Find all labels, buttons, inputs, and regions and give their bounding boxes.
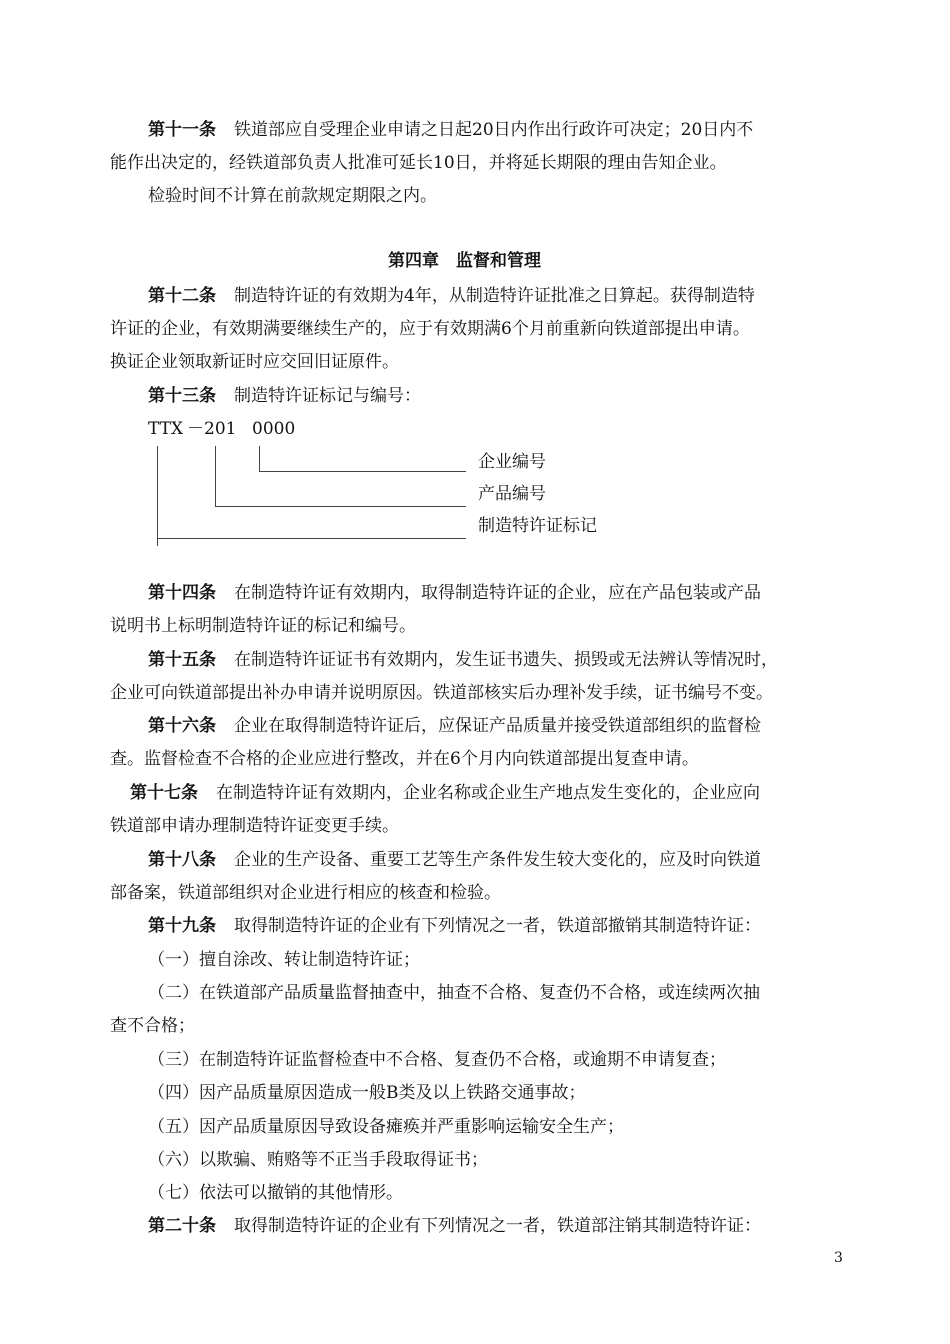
article-19-label: 第十九条 [148, 916, 216, 936]
article-17-label: 第十七条 [130, 783, 198, 803]
article-19-item-2: （二）在铁道部产品质量监督抽查中，抽查不合格、复查仍不合格，或连续两次抽 [148, 983, 760, 1003]
article-18-label: 第十八条 [148, 850, 216, 870]
article-13-label: 第十三条 [148, 386, 216, 406]
page-number: 3 [834, 1250, 843, 1266]
article-12-line-1 [148, 286, 755, 306]
article-11-line-3: 检验时间不计算在前款规定期限之内。 [148, 186, 437, 206]
article-19-item-2-cont: 查不合格； [110, 1016, 195, 1036]
article-11-line-2: 能作出决定的，经铁道部负责人批准可延长10日，并将延长期限的理由告知企业。 [110, 153, 727, 173]
article-19-item-3: （三）在制造特许证监督检查中不合格、复查仍不合格，或逾期不申请复查； [148, 1050, 726, 1070]
code-part-dash: － [187, 419, 204, 439]
company-connector-horizontal [259, 471, 466, 472]
article-12-text-1: 制造特许证的有效期为4年，从制造特许证批准之日算起。获得制造特 [234, 286, 755, 306]
article-17-text-1: 在制造特许证有效期内，企业名称或企业生产地点发生变化的，企业应向 [216, 783, 760, 803]
label-product-number: 产品编号 [478, 484, 546, 504]
article-18-line-1 [148, 850, 761, 870]
article-14-line-2: 说明书上标明制造特许证的标记和编号。 [110, 616, 416, 636]
chapter-4-heading: 第四章 监督和管理 [388, 251, 541, 271]
article-15-line-2: 企业可向铁道部提出补办申请并说明原因。铁道部核实后办理补发手续，证书编号不变。 [110, 683, 773, 703]
article-14-label: 第十四条 [148, 583, 216, 603]
article-13-line-1 [148, 386, 421, 406]
article-20-label: 第二十条 [148, 1216, 216, 1236]
article-16-label: 第十六条 [148, 716, 216, 736]
code-part-company: 0000 [252, 419, 296, 439]
code-part-mark: TTX [148, 419, 184, 439]
label-permit-mark: 制造特许证标记 [478, 516, 597, 536]
article-12-line-3: 换证企业领取新证时应交回旧证原件。 [110, 352, 399, 372]
article-13-text-1: 制造特许证标记与编号： [234, 386, 421, 406]
article-15-line-1 [148, 650, 778, 670]
article-19-line-1 [148, 916, 761, 936]
article-19-item-1: （一）擅自涂改、转让制造特许证； [148, 950, 420, 970]
article-17-line-2: 铁道部申请办理制造特许证变更手续。 [110, 816, 399, 836]
article-12-line-2: 许证的企业，有效期满要继续生产的，应于有效期满6个月前重新向铁道部提出申请。 [110, 319, 750, 339]
article-20-line-1 [148, 1216, 761, 1236]
article-12-label: 第十二条 [148, 286, 216, 306]
article-19-item-7: （七）依法可以撤销的其他情形。 [148, 1183, 403, 1203]
article-18-text-1: 企业的生产设备、重要工艺等生产条件发生较大变化的，应及时向铁道 [234, 850, 761, 870]
article-17-line-1 [130, 783, 760, 803]
article-11-label: 第十一条 [148, 120, 216, 140]
article-11-text-1: 铁道部应自受理企业申请之日起20日内作出行政许可决定；20日内不 [234, 120, 754, 140]
article-19-item-4: （四）因产品质量原因造成一般B类及以上铁路交通事故； [148, 1083, 586, 1103]
article-19-item-6: （六）以欺骗、贿赂等不正当手段取得证书； [148, 1150, 488, 1170]
article-14-text-1: 在制造特许证有效期内，取得制造特许证的企业，应在产品包装或产品 [234, 583, 761, 603]
article-18-line-2: 部备案，铁道部组织对企业进行相应的核查和检验。 [110, 883, 501, 903]
article-14-line-1 [148, 583, 761, 603]
article-11-line-1 [148, 120, 753, 140]
company-connector-vertical [259, 446, 260, 471]
mark-connector-horizontal [157, 538, 466, 539]
article-15-label: 第十五条 [148, 650, 216, 670]
article-20-text-1: 取得制造特许证的企业有下列情况之一者，铁道部注销其制造特许证： [234, 1216, 761, 1236]
article-19-item-5: （五）因产品质量原因导致设备瘫痪并严重影响运输安全生产； [148, 1117, 624, 1137]
code-part-product: 201 [204, 419, 237, 439]
product-connector-horizontal [215, 506, 466, 507]
article-16-line-1 [148, 716, 761, 736]
article-16-text-1: 企业在取得制造特许证后，应保证产品质量并接受铁道部组织的监督检 [234, 716, 761, 736]
product-connector-vertical [215, 446, 216, 506]
label-company-number: 企业编号 [478, 452, 546, 472]
article-15-text-1: 在制造特许证证书有效期内，发生证书遗失、损毁或无法辨认等情况时， [234, 650, 778, 670]
article-19-text-1: 取得制造特许证的企业有下列情况之一者，铁道部撤销其制造特许证： [234, 916, 761, 936]
article-16-line-2: 查。监督检查不合格的企业应进行整改，并在6个月内向铁道部提出复查申请。 [110, 749, 699, 769]
mark-connector-vertical [157, 446, 158, 546]
